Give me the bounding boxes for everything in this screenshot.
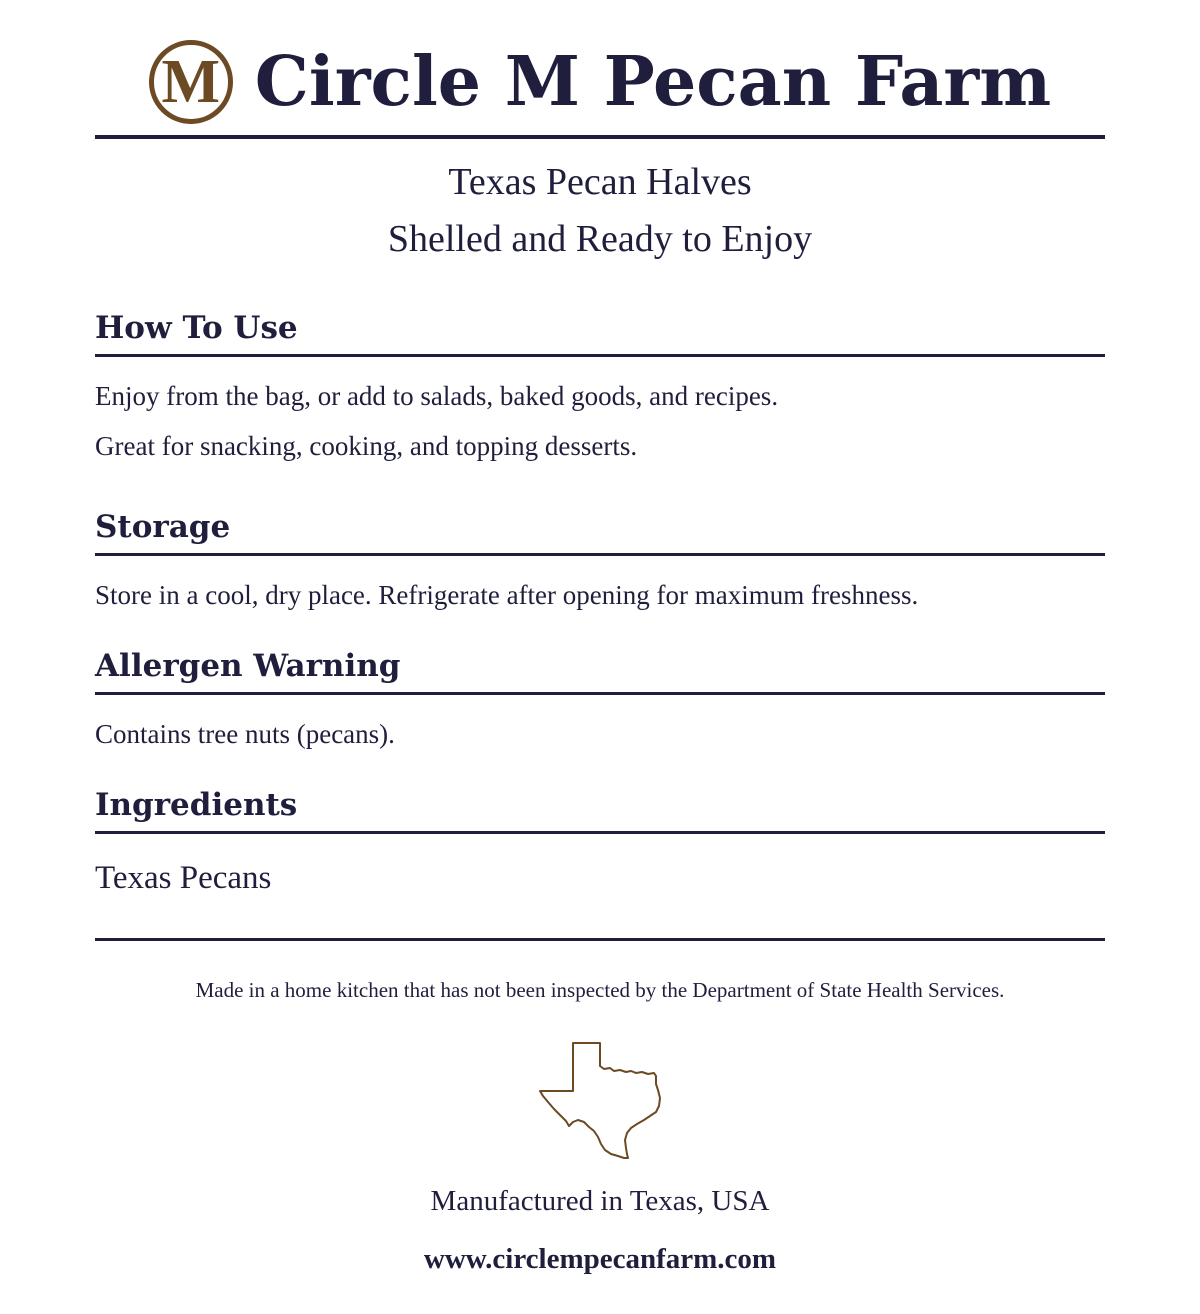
product-name: Texas Pecan Halves [448, 161, 752, 203]
how-to-use-line-2: Great for snacking, cooking, and topping desserts. [95, 431, 638, 461]
allergen-divider [95, 692, 1105, 695]
storage-divider [95, 553, 1105, 556]
header-divider [95, 135, 1105, 139]
product-tagline: Shelled and Ready to Enjoy [387, 218, 813, 260]
how-to-use-heading: How To Use [95, 310, 298, 346]
website-link[interactable]: www.circlempecanfarm.com [423, 1243, 777, 1275]
brand-header [0, 36, 1200, 128]
ingredients-divider [95, 831, 1105, 834]
kitchen-disclaimer: Made in a home kitchen that has not been inspected by the Department of State Health Services. [195, 978, 1005, 1002]
texas-outline-icon [538, 1040, 662, 1162]
how-to-use-line-1: Enjoy from the bag, or add to salads, baked goods, and recipes. [95, 381, 779, 411]
storage-text: Store in a cool, dry place. Refrigerate after opening for maximum freshness. [95, 580, 919, 610]
storage-heading: Storage [95, 509, 231, 545]
logo-letter: M [161, 48, 221, 116]
ingredients-text: Texas Pecans [95, 860, 272, 896]
allergen-text: Contains tree nuts (pecans). [95, 719, 395, 749]
footer-divider [95, 938, 1105, 941]
manufactured-in: Manufactured in Texas, USA [430, 1185, 770, 1217]
allergen-heading: Allergen Warning [95, 648, 401, 684]
brand-name: Circle M Pecan Farm [254, 42, 1052, 122]
how-to-use-divider [95, 354, 1105, 357]
ingredients-heading: Ingredients [95, 787, 298, 823]
circle-m-logo-icon [149, 40, 233, 124]
